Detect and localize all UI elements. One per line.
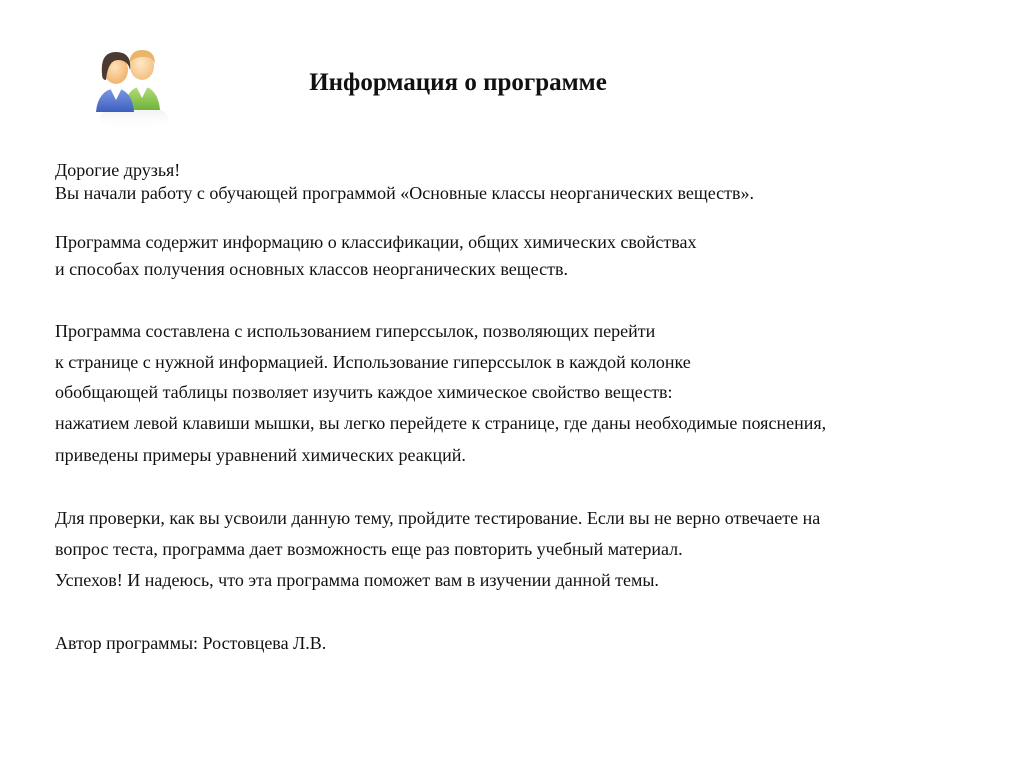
paragraph-line: и способах получения основных классов неорганических веществ. — [55, 259, 568, 279]
paragraph-line: обобщающей таблицы позволяет изучить каждое химическое свойство веществ: — [55, 382, 673, 402]
author-line: Автор программы: Ростовцева Л.В. — [55, 633, 327, 653]
paragraph-line: Успехов! И надеюсь, что эта программа поможет вам в изучении данной темы. — [55, 570, 659, 590]
greeting-line: Дорогие друзья! — [55, 160, 181, 180]
paragraph-line: вопрос теста, программа дает возможность еще раз повторить учебный материал. — [55, 539, 683, 559]
paragraph-line: Программа содержит информацию о классификации, общих химических свойствах — [55, 232, 697, 252]
paragraph-line: Для проверки, как вы усвоили данную тему, пройдите тестирование. Если вы не верно отвечаете на — [55, 508, 821, 528]
paragraph-line: к странице с нужной информацией. Использование гиперссылок в каждой колонке — [55, 352, 691, 372]
paragraph-line: приведены примеры уравнений химических реакций. — [55, 445, 466, 465]
paragraph-line: нажатием левой клавиши мышки, вы легко перейдете к странице, где даны необходимые пояснения, — [55, 413, 827, 433]
page-title: Информация о программе — [309, 69, 607, 96]
paragraph-line: Программа составлена с использованием гиперссылок, позволяющих перейти — [55, 321, 656, 341]
intro-line: Вы начали работу с обучающей программой «Основные классы неорганических веществ». — [55, 183, 754, 203]
